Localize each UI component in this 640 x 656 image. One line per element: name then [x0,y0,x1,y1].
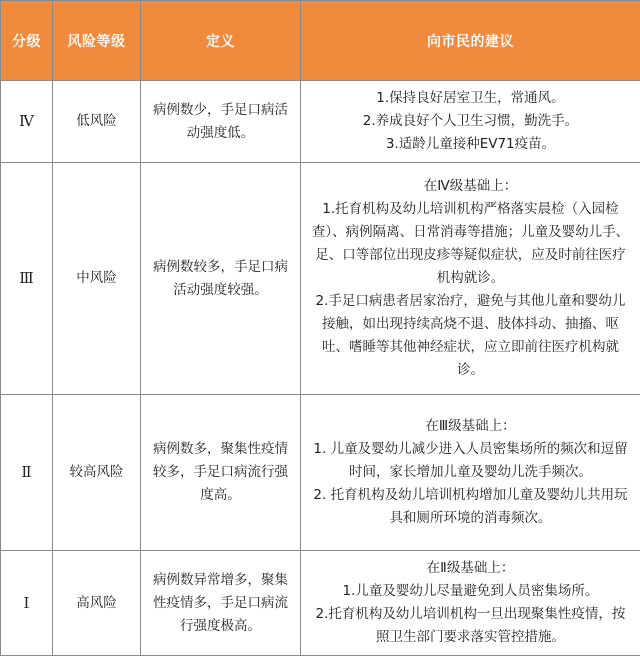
table-row [1,395,640,551]
advice-item: 1.儿童及婴幼儿尽量避免到人员密集场所。 [309,580,632,603]
risk-cell: 高风险 [53,551,141,656]
definition-cell: 病例数较多，手足口病活动强度较强。 [141,163,301,395]
risk-cell: 中风险 [53,163,141,395]
advice-cell [301,81,640,163]
advice-item: 2.托育机构及幼儿培训机构一旦出现聚集性疫情，按照卫生部门要求落实管控措施。 [309,603,632,649]
level-cell: Ⅲ [1,163,53,395]
level-cell: Ⅱ [1,395,53,551]
header-definition: 定义 [141,1,301,81]
advice-cell [301,551,640,656]
advice-lead: 在Ⅲ级基础上： [309,415,632,438]
level-cell: Ⅰ [1,551,53,656]
advice-item: 2.养成良好个人卫生习惯，勤洗手。 [309,110,632,133]
advice-item: 3.适龄儿童接种EV71疫苗。 [309,133,632,156]
advice-item: 2. 托育机构及幼儿培训机构增加儿童及婴幼儿共用玩具和厕所环境的消毒频次。 [309,484,632,530]
header-risk: 风险等级 [53,1,141,81]
table-row [1,81,640,163]
header-row [1,1,640,81]
header-level: 分级 [1,1,53,81]
advice-item: 2.手足口病患者居家治疗，避免与其他儿童和婴幼儿接触，如出现持续高烧不退、肢体抖动、抽搐、呕吐、嗜睡等其他神经症状，应立即前往医疗机构就诊。 [309,290,632,382]
advice-cell [301,163,640,395]
level-cell: Ⅳ [1,81,53,163]
advice-item: 1. 儿童及婴幼儿减少进入人员密集场所的频次和逗留时间，家长增加儿童及婴幼儿洗手频次。 [309,438,632,484]
header-advice: 向市民的建议 [301,1,640,81]
table-row [1,163,640,395]
advice-lead: 在Ⅳ级基础上： [309,175,632,198]
advice-cell [301,395,640,551]
definition-cell: 病例数少，手足口病活动强度低。 [141,81,301,163]
definition-cell: 病例数异常增多，聚集性疫情多，手足口病流行强度极高。 [141,551,301,656]
advice-item: 1.托育机构及幼儿培训机构严格落实晨检（入园检查）、病例隔离、日常消毒等措施；儿童及婴幼儿手、足、口等部位出现皮疹等疑似症状，应及时前往医疗机构就诊。 [309,198,632,290]
risk-cell: 较高风险 [53,395,141,551]
risk-cell: 低风险 [53,81,141,163]
table-row [1,551,640,656]
advice-item: 1.保持良好居室卫生，常通风。 [309,87,632,110]
definition-cell: 病例数多，聚集性疫情较多，手足口病流行强度高。 [141,395,301,551]
advice-lead: 在Ⅱ级基础上： [309,557,632,580]
